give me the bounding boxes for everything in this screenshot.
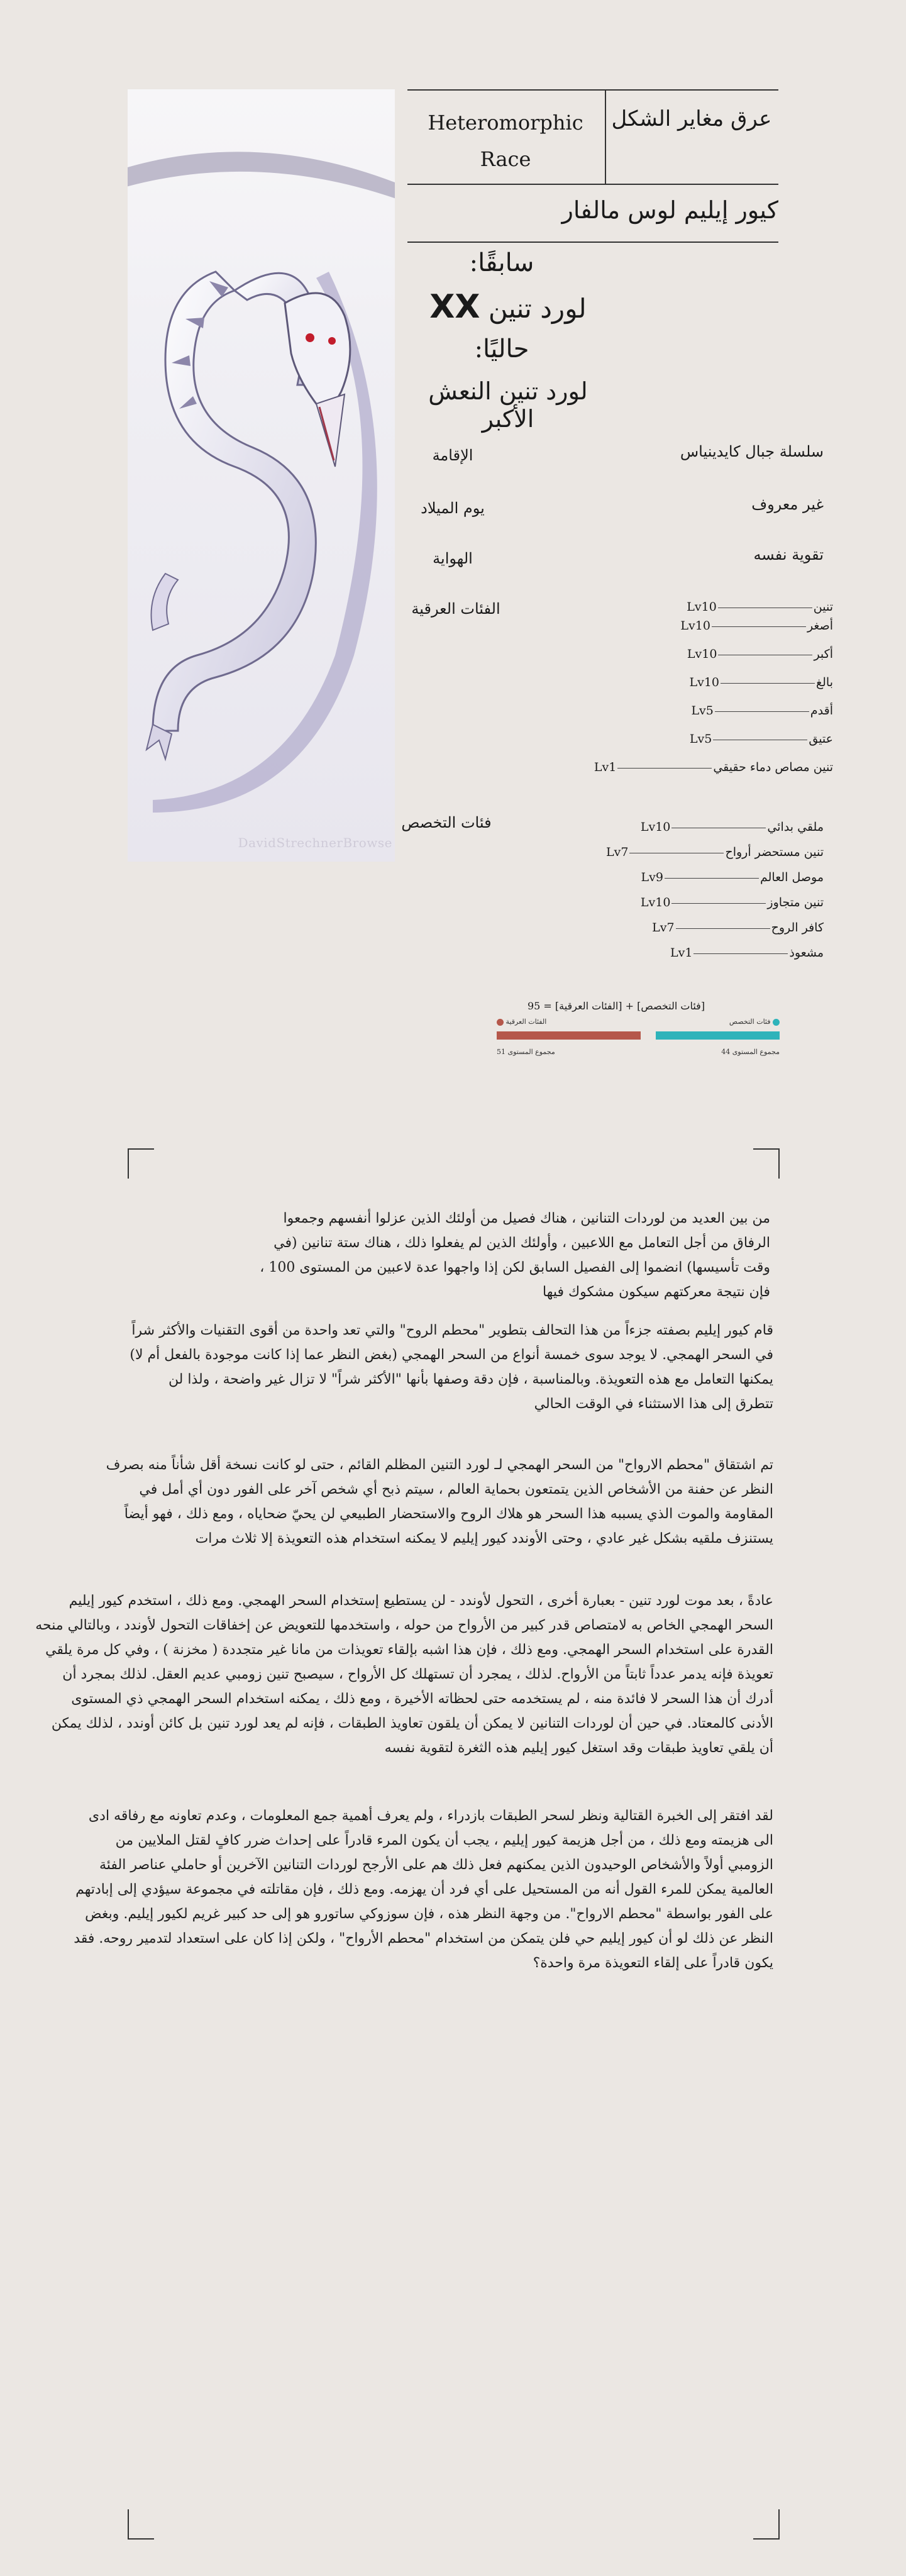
job-total-label: مجموع المستوى 44 <box>721 1048 780 1056</box>
info-value-residence: سلسلة جبال كايدينياس <box>680 443 824 460</box>
job-class-list <box>553 818 824 962</box>
current-title-label: حاليًا: <box>474 335 529 364</box>
class-row: تنين مستحضر أرواحLv7 <box>605 845 824 859</box>
character-name: كيور إيليم لوس مالفار <box>561 196 778 224</box>
class-row: موصل العالمLv9 <box>641 870 824 884</box>
class-row: تنينLv10 <box>687 600 833 614</box>
racial-total-label: مجموع المستوى 51 <box>497 1048 555 1056</box>
class-row: عتيقLv5 <box>689 732 833 746</box>
info-label-residence: الإقامة <box>432 447 473 464</box>
paragraph-3: تم اشتقاق "محطم الارواح" من السحر الهمجي لـ لورد التنين المظلم القائم ، حتى لو كانت نسخة أقل شأناً منه بصرف النظر عن حفنة من الأشخاص الذين يتمتعون بحماية العالم ، سيتم ذبح أي شخص آخر على الفور دون أي أمل في المقاومة والموت الذي يسببه هذا السحر هو هلاك الروح والاستحضار الطبيعي لن يحيّ ضحاياه ، ومع ذلك ، فهو أيضاً يستنزف ملقيه بشكل غير عادي ، وحتى الأوندد كيور إيليم لا يمكنه استخدام هذه التعويذة إلا ثلاث مرات <box>106 1457 773 1546</box>
class-row: أقدمLv5 <box>691 704 833 718</box>
info-value-hobby: تقوية نفسه <box>753 546 824 564</box>
level-bar-job <box>656 1031 780 1040</box>
class-row: تنين متجاوزLv10 <box>640 896 824 909</box>
info-value-birthday: غير معروف <box>751 496 824 513</box>
paragraph-2: قام كيور إيليم بصفته جزءاً من هذا التحالف بتطوير "محطم الروح" والتي تعد واحدة من أقوى التقنيات والأكثر شراً في السحر الهمجي. لا يوجد سوى خمسة أنواع من السحر الهمجي (بغض النظر عما إذا كانت موجودة بالفعل أم لا) يمكنها التعامل مع هذه التعويذة. وبالمناسبة ، فإن دقة وصفها بأنها "الأكثر شراً" لا تزال غير واضحة ، ولذا لن تتطرق إلى هذا الاستثناء في الوقت الحالي <box>130 1323 773 1412</box>
paragraph-5: لقد افتقر إلى الخبرة القتالية ونظر لسحر الطبقات بازدراء ، ولم يعرف أهمية جمع المعلومات ، وعدم تعاونه مع رفاقه ادى الى هزيمته ومع ذلك ، من أجل هزيمة كيور إيليم ، يجب أن يكون المرء قادراً على إحداث ضرر كافٍ لقتل الملايين من الزومبي أولاً والأشخاص الوحيدون الذين يمكنهم فعل ذلك هم على الأرجح لوردات التنانين الآخرين أو حاملي عناصر الفئة العالمية يمكن للمرء القول أنه من المستحيل على أي فرد أن يهزمه. ومع ذلك ، فإن مقاتلته في مجموعة سيؤدي إلى إبادتهم على الفور بواسطة "محطم الارواح". من وجهة النظر هذه ، فإن سوزوكي ساتورو هو إلى حد كبير غريم لكيور إيليم. وبغض النظر عن ذلك لو أن كيور إيليم حي فلن يتمكن من استخدام "محطم الأرواح" ، ولكن إذا كان على استعداد لتدمير روحه. فقد يكون قادراً على إلقاء التعويذة مرة واحدة؟ <box>74 1808 773 1971</box>
previous-title-label: سابقًا: <box>469 248 534 277</box>
level-bar <box>497 1031 780 1040</box>
crop-mark-top-right <box>753 1148 780 1179</box>
race-arabic: عرق مغاير الشكل <box>611 106 772 131</box>
crossed-out-mark: XX <box>429 288 480 326</box>
legend-swatch-racial <box>497 1019 504 1026</box>
previous-title-value: لورد تنين <box>488 293 587 324</box>
class-row: بالغLv10 <box>689 675 833 689</box>
legend-swatch-job <box>773 1019 780 1026</box>
class-row: تنين مصاص دماء حقيقيLv1 <box>594 760 833 774</box>
info-label-birthday: يوم الميلاد <box>421 499 485 517</box>
level-bar-racial <box>497 1031 641 1040</box>
class-row: كافر الروحLv7 <box>652 921 824 935</box>
class-row: أكبرLv10 <box>687 647 833 661</box>
level-formula: [فئات التخصص] + [الفئات العرقية] = 95 <box>527 1000 705 1012</box>
crop-mark-top-left <box>128 1148 154 1179</box>
character-portrait <box>128 89 395 862</box>
class-row: مشعوذLv1 <box>670 946 824 960</box>
race-english: Heteromorphic Race <box>428 111 583 171</box>
current-title: لورد تنين النعش الأكبر <box>428 377 588 433</box>
racial-classes-label: الفئات العرقية <box>411 600 500 618</box>
job-classes-label: فئات التخصص <box>401 814 492 831</box>
legend-job: فئات التخصص <box>654 1018 780 1026</box>
previous-title <box>407 288 609 326</box>
paragraph-4: عادةً ، بعد موت لورد تنين - بعبارة أخرى ، التحول لأوندد - لن يستطيع إستخدام السحر الهمجي. ومع ذلك ، استخدم كيور إيليم السحر الهمجي الخاص به لامتصاص قدر كبير من الأرواح من حوله ، واستخدمها للتعويض عن إخفاقات التحول لأوندد ، وبالتالي منحه القدرة على استخدام السحر الهمجي. ومع ذلك ، فإن هذا اشبه بإلقاء تعويذات من مانا غير متجددة ( مخزنة ) ، وفي كل مرة يلقي تعويذة فإنه يدمر عدداً ثابتاً من الأرواح. لذلك ، يمجرد أن تستهلك كل الأرواح ، سيصبح تنين زومبي عديم العقل. لذلك بمجرد أن أدرك أن هذا السحر لا فائدة منه ، لم يستخدمه حتى لحظاته الأخيرة ، ومع ذلك ، يمكنه استخدام السحر الهمجي ذي المستوى الأدنى كالمعتاد. في حين أن لوردات التنانين لا يمكن أن يلقون تعاويذ الطبقات ، فإنه لم يعد لورد تنين بل كائن أوندد ، لذلك يمكن أن يلقي تعاويذ طبقات وقد استغل كيور إيليم هذه الثغرة لتقوية نفسه <box>35 1593 773 1756</box>
crop-mark-bottom-right <box>753 2509 780 2540</box>
undead-dragon-illustration <box>128 89 395 862</box>
divider <box>407 89 778 91</box>
racial-class-list <box>553 597 833 777</box>
paragraph-1: من بين العديد من لوردات التنانين ، هناك فصيل من أولئك الذين عزلوا أنفسهم وجمعوا الرفاق من أجل التعامل مع اللاعبين ، وأولئك الذين لم يفعلوا ذلك ، هناك ستة تنانين (في وقت تأسيسها) انضموا إلى الفصيل السابق لكن إذا واجهوا عدة لاعبين من المستوى 100 ، فإن نتيجة معركتهم سيكون مشكوك فيها <box>260 1211 770 1300</box>
class-row: أصغرLv10 <box>680 619 833 633</box>
crop-mark-bottom-left <box>128 2509 154 2540</box>
divider <box>407 184 778 185</box>
class-row: ملقي بدائيLv10 <box>640 820 824 834</box>
divider <box>407 242 778 243</box>
legend-racial: الفئات العرقية <box>497 1018 622 1026</box>
divider <box>605 89 606 184</box>
artist-watermark: DavidStrechnerBrowse <box>238 835 392 850</box>
info-label-hobby: الهواية <box>433 550 473 567</box>
